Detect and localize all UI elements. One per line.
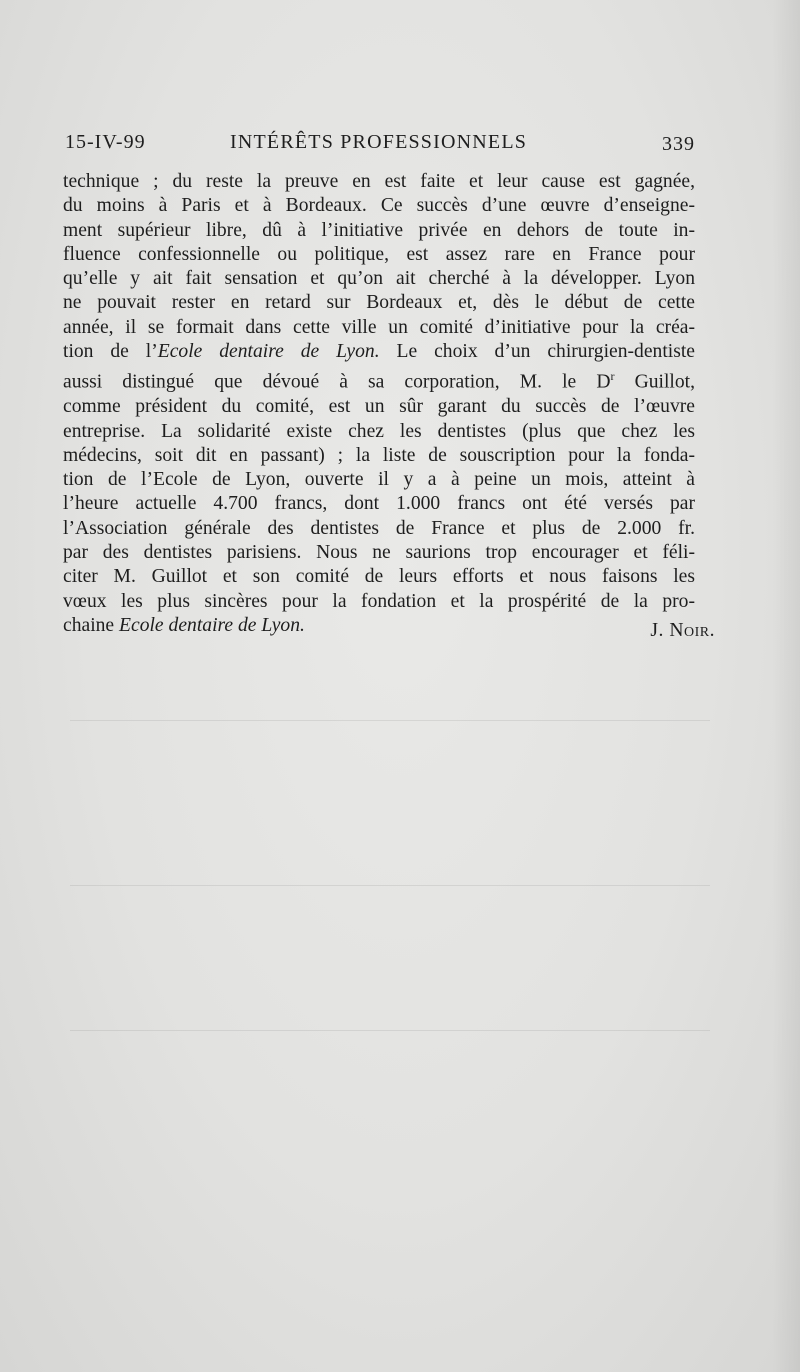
bleed-through-rule — [70, 885, 710, 886]
issue-date: 15-IV-99 — [65, 131, 146, 153]
text-line: tion de l’Ecole de Lyon, ouverte il y a à peine un mois, atteint à — [63, 469, 695, 491]
text-line: ment supérieur libre, dû à l’initiative privée en dehors de toute in- — [63, 219, 695, 241]
text-segment: tion de l’ — [63, 341, 158, 363]
text-line: l’heure actuelle 4.700 francs, dont 1.000 francs ont été versés par — [63, 493, 695, 515]
text-line: citer M. Guillot et son comité de leurs efforts et nous faisons les — [63, 566, 695, 588]
text-line: qu’elle y ait fait sensation et qu’on ait cherché à la développer. Lyon — [63, 268, 695, 290]
author-initial: J. — [650, 620, 664, 641]
bleed-through-rule — [70, 720, 710, 721]
text-line: du moins à Paris et à Bordeaux. Ce succès d’une œuvre d’enseigne- — [63, 195, 695, 217]
text-segment: chaine — [63, 614, 120, 636]
article-body — [63, 170, 695, 638]
text-line: fluence confessionnelle ou politique, est assez rare en France pour — [63, 243, 695, 265]
text-line: l’Association générale des dentistes de France et plus de 2.000 fr. — [63, 517, 695, 539]
text-line: entreprise. La solidarité existe chez les dentistes (plus que chez les — [63, 420, 695, 442]
text-line: médecins, soit dit en passant) ; la liste de souscription pour la fonda- — [63, 444, 695, 466]
bleed-through-rule — [70, 1030, 710, 1031]
text-line: technique ; du reste la preuve en est faite et leur cause est gagnée, — [63, 171, 695, 192]
text-line — [63, 340, 695, 364]
text-line: par des dentistes parisiens. Nous ne saurions trop encourager et féli- — [63, 541, 695, 563]
text-segment: Le choix d’un chirurgien-dentiste — [379, 341, 695, 363]
doctor-abbrev-superscript: r — [610, 369, 615, 384]
text-line: vœux les plus sincères pour la fondation et la prospérité de la pro- — [63, 590, 695, 612]
running-header — [65, 131, 695, 161]
text-line — [63, 364, 695, 395]
school-name-italic: Ecole dentaire de Lyon. — [157, 341, 380, 363]
page-edge-shadow — [772, 0, 800, 1372]
text-line — [63, 614, 695, 638]
author-signature — [650, 620, 715, 642]
text-segment: aussi distingué que dévoué à sa corporation, M. le D — [63, 371, 611, 393]
text-line: comme président du comité, est un sûr garant du succès de l’œuvre — [63, 396, 695, 418]
running-title: INTÉRÊTS PROFESSIONNELS — [230, 131, 528, 153]
page-number: 339 — [662, 133, 695, 155]
text-line: ne pouvait rester en retard sur Bordeaux et, dès le début de cette — [63, 292, 695, 314]
text-line: année, il se formait dans cette ville un comité d’initiative pour la créa- — [63, 316, 695, 338]
school-name-italic: Ecole dentaire de Lyon. — [119, 614, 305, 636]
author-surname: Noir. — [669, 620, 715, 641]
text-segment: Guillot, — [614, 371, 696, 393]
